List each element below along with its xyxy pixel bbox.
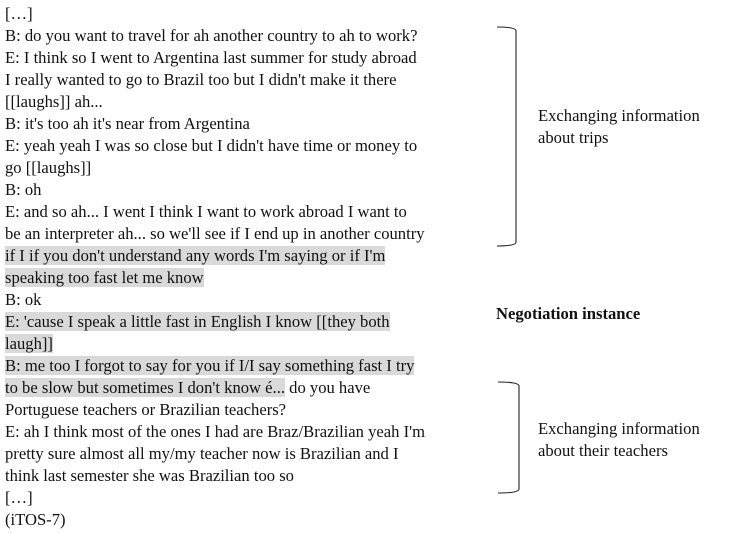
transcript <box>5 3 500 531</box>
annotation-trips-line-2: about trips <box>538 128 609 147</box>
transcript-line <box>5 25 500 47</box>
transcript-line <box>5 245 500 267</box>
transcript-line <box>5 289 500 311</box>
bracket-teachers <box>498 382 519 493</box>
transcript-line <box>5 377 500 399</box>
transcript-text: B: do you want to travel for ah another country to ah to work? <box>5 26 418 45</box>
transcript-text: go [[laughs]] <box>5 158 92 177</box>
transcript-text: [[laughs]] ah... <box>5 92 103 111</box>
annotation-negotiation: Negotiation instance <box>496 304 641 323</box>
transcript-line <box>5 465 500 487</box>
transcript-line <box>5 113 500 135</box>
transcript-line <box>5 267 500 289</box>
transcript-line <box>5 355 500 377</box>
transcript-line <box>5 223 500 245</box>
transcript-text: B: oh <box>5 180 42 199</box>
transcript-text: speaking too fast let me know <box>5 268 204 287</box>
annotation-trips-line-1: Exchanging information <box>538 106 700 125</box>
transcript-segment: to be slow but sometimes I don't know é... <box>5 378 285 397</box>
transcript-line <box>5 443 500 465</box>
transcript-text: E: I think so I went to Argentina last summer for study abroad <box>5 48 417 67</box>
transcript-text: (iTOS-7) <box>5 510 66 529</box>
transcript-text: if I if you don't understand any words I'm saying or if I'm <box>5 246 386 265</box>
transcript-line <box>5 201 500 223</box>
transcript-line <box>5 47 500 69</box>
transcript-text: B: it's too ah it's near from Argentina <box>5 114 250 133</box>
transcript-line <box>5 311 500 333</box>
transcript-text: I really wanted to go to Brazil too but I didn't make it there <box>5 70 397 89</box>
transcript-line <box>5 157 500 179</box>
transcript-text: Portuguese teachers or Brazilian teachers? <box>5 400 287 419</box>
transcript-text: pretty sure almost all my/my teacher now is Brazilian and I <box>5 444 399 463</box>
transcript-text: E: ah I think most of the ones I had are Braz/Brazilian yeah I'm <box>5 422 425 441</box>
transcript-line <box>5 399 500 421</box>
transcript-text: E: 'cause I speak a little fast in English I know [[they both <box>5 312 390 331</box>
transcript-text: think last semester she was Brazilian too so <box>5 466 294 485</box>
annotation-teachers <box>538 418 700 462</box>
transcript-text: be an interpreter ah... so we'll see if I end up in another country <box>5 224 425 243</box>
transcript-line <box>5 421 500 443</box>
transcript-text: E: yeah yeah I was so close but I didn't have time or money to <box>5 136 418 155</box>
transcript-text: B: ok <box>5 290 42 309</box>
transcript-text: laugh]] <box>5 334 53 353</box>
annotation-trips <box>538 105 700 149</box>
transcript-line <box>5 509 500 531</box>
annotation-teachers-line-2: about their teachers <box>538 441 668 460</box>
transcript-line <box>5 3 500 25</box>
transcript-line <box>5 135 500 157</box>
transcript-text: B: me too I forgot to say for you if I/I say something fast I try <box>5 356 415 375</box>
annotation-teachers-line-1: Exchanging information <box>538 419 700 438</box>
transcript-line <box>5 179 500 201</box>
transcript-line <box>5 91 500 113</box>
transcript-text: […] <box>5 4 33 23</box>
transcript-text: E: and so ah... I went I think I want to work abroad I want to <box>5 202 407 221</box>
transcript-line <box>5 69 500 91</box>
transcript-segment: do you have <box>285 378 371 397</box>
transcript-text: […] <box>5 488 33 507</box>
transcript-line <box>5 333 500 355</box>
transcript-line <box>5 487 500 509</box>
